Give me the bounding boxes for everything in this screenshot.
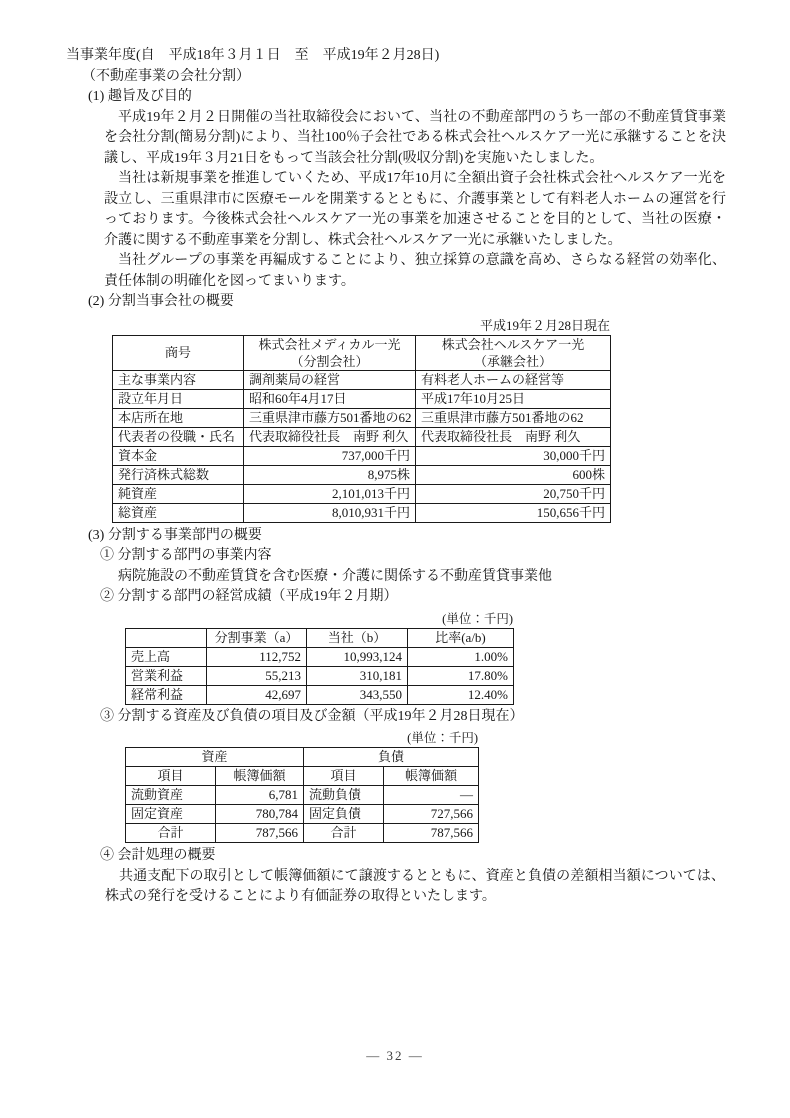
cell-value: 2,101,013千円 — [244, 484, 416, 503]
section-1-heading: (1) 趣旨及び目的 — [88, 89, 192, 104]
row-label: 発行済株式総数 — [113, 465, 244, 484]
as-of-date-label: 平成19年２月28日現在 — [479, 317, 610, 333]
item-1-heading: ① 分割する部門の事業内容 — [100, 548, 272, 563]
table-row — [113, 446, 611, 465]
liability-value: ― — [384, 786, 479, 805]
column-header: 項目 — [126, 767, 216, 786]
company-overview-table — [112, 335, 611, 523]
table-row — [126, 647, 514, 666]
cell-value: 150,656千円 — [416, 503, 611, 522]
liability-item: 固定負債 — [304, 805, 384, 824]
table-row — [126, 786, 479, 805]
section-3-heading: (3) 分割する事業部門の概要 — [88, 527, 262, 543]
row-label: 経常利益 — [126, 685, 207, 704]
cell-value: 12.40% — [408, 685, 514, 704]
cell-value: 有料老人ホームの経営等 — [416, 370, 611, 389]
table-row — [113, 465, 611, 484]
table-row — [126, 685, 514, 704]
cell-value: 737,000千円 — [244, 446, 416, 465]
section-1-paragraph-2: 当社は新規事業を推進していくため、平成17年10月に全額出資子会社株式会社ヘルスケア一光を設立し、三重県津市に医療モールを開業するとともに、介護事業として有料老人ホームの運営を行っております。今後株式会社ヘルスケア一光の事業を加速させることを目的として、当社の医療・介護に関する不動産事業を分割し、株式会社ヘルスケア一光に承継いたしました。 — [104, 171, 726, 248]
asset-total-value: 787,566 — [216, 824, 304, 843]
column-header: 当社（b） — [307, 628, 408, 647]
table-row — [126, 824, 479, 843]
cell-value: 310,181 — [307, 666, 408, 685]
row-label: 売上高 — [126, 647, 207, 666]
cell-value: 600株 — [416, 465, 611, 484]
liability-value: 727,566 — [384, 805, 479, 824]
table-row — [113, 389, 611, 408]
column-header: 比率(a/b) — [408, 628, 514, 647]
company-role: （分割会社） — [290, 353, 369, 369]
item-4-heading: ④ 会計処理の概要 — [100, 848, 216, 863]
row-label: 代表者の役職・氏名 — [113, 427, 244, 446]
table-row — [113, 370, 611, 389]
cell-value: 55,213 — [207, 666, 307, 685]
item-3-heading: ③ 分割する資産及び負債の項目及び金額（平成19年２月28日現在） — [100, 708, 524, 724]
column-header: 帳簿価額 — [216, 767, 304, 786]
row-label: 資本金 — [113, 446, 244, 465]
table-header-row — [126, 628, 514, 647]
company-name: 株式会社メディカル一光 — [258, 336, 401, 352]
table-row — [113, 484, 611, 503]
table-row — [113, 427, 611, 446]
row-label: 営業利益 — [126, 666, 207, 685]
row-label: 総資産 — [113, 503, 244, 522]
row-label: 設立年月日 — [113, 389, 244, 408]
document-subject-line: （不動産事業の会社分割） — [82, 68, 250, 84]
section-2-heading: (2) 分割当事会社の概要 — [88, 294, 234, 309]
corner-header-cell: 商号 — [113, 335, 244, 370]
company-role: （承継会社） — [473, 353, 552, 369]
splitting-company-header-cell — [244, 335, 416, 370]
cell-value: 8,975株 — [244, 465, 416, 484]
table-header-row — [113, 335, 611, 370]
cell-value: 三重県津市藤方501番地の62 — [416, 408, 611, 427]
cell-value: 平成17年10月25日 — [416, 389, 611, 408]
cell-value: 調剤薬局の経営 — [244, 370, 416, 389]
liabilities-group-header: 負債 — [304, 748, 479, 767]
column-header: 項目 — [304, 767, 384, 786]
unit-note: (単位：千円) — [442, 611, 513, 626]
cell-value: 17.80% — [408, 666, 514, 685]
cell-value: 42,697 — [207, 685, 307, 704]
cell-value: 20,750千円 — [416, 484, 611, 503]
table-row — [126, 666, 514, 685]
row-label: 本店所在地 — [113, 408, 244, 427]
column-header: 帳簿価額 — [384, 767, 479, 786]
cell-value: 112,752 — [207, 647, 307, 666]
section-1-paragraph-3: 当社グループの事業を再編成することにより、独立採算の意識を高め、さらなる経営の効率化、責任体制の明確化を図ってまいります。 — [104, 253, 726, 289]
table-group-header-row — [126, 748, 479, 767]
cell-value: 1.00% — [408, 647, 514, 666]
succeeding-company-header-cell — [416, 335, 611, 370]
item-4-body: 共通支配下の取引として帳簿価額にて譲渡するとともに、資産と負債の差額相当額については、株式の発行を受けることにより有価証券の取得といたします。 — [105, 868, 725, 904]
cell-value: 代表取締役社長 南野 利久 — [244, 427, 416, 446]
cell-value: 343,550 — [307, 685, 408, 704]
table-row — [126, 805, 479, 824]
corner-header-cell — [126, 628, 207, 647]
liability-total-label: 合計 — [304, 824, 384, 843]
assets-liabilities-table — [125, 747, 479, 843]
table-row — [113, 503, 611, 522]
cell-value: 10,993,124 — [307, 647, 408, 666]
company-name: 株式会社ヘルスケア一光 — [441, 336, 585, 352]
page-number-footer: ― 32 ― — [366, 1048, 424, 1063]
operating-results-table — [125, 628, 514, 705]
table-row — [113, 408, 611, 427]
asset-value: 6,781 — [216, 786, 304, 805]
unit-note: (単位：千円) — [407, 731, 478, 745]
assets-group-header: 資産 — [126, 748, 304, 767]
item-1-body: 病院施設の不動産賃貸を含む医療・介護に関係する不動産賃貸事業他 — [118, 568, 552, 584]
liability-total-value: 787,566 — [384, 824, 479, 843]
cell-value: 代表取締役社長 南野 利久 — [416, 427, 611, 446]
cell-value: 8,010,931千円 — [244, 503, 416, 522]
asset-item: 固定資産 — [126, 805, 216, 824]
cell-value: 三重県津市藤方501番地の62 — [244, 408, 416, 427]
section-1-paragraph-1: 平成19年２月２日開催の当社取締役会において、当社の不動産部門のうち一部の不動産賃貸事業を会社分割(簡易分割)により、当社100％子会社である株式会社ヘルスケア一光に承継することを決議し、平成19年３月21日をもって当該会社分割(吸収分割)を実施いたしました。 — [104, 109, 726, 166]
liability-item: 流動負債 — [304, 786, 384, 805]
asset-total-label: 合計 — [126, 824, 216, 843]
row-label: 純資産 — [113, 484, 244, 503]
row-label: 主な事業内容 — [113, 370, 244, 389]
cell-value: 昭和60年4月17日 — [244, 389, 416, 408]
fiscal-period-line: 当事業年度(自 平成18年３月１日 至 平成19年２月28日) — [66, 48, 440, 63]
asset-item: 流動資産 — [126, 786, 216, 805]
cell-value: 30,000千円 — [416, 446, 611, 465]
table-header-row — [126, 767, 479, 786]
asset-value: 780,784 — [216, 805, 304, 824]
item-2-heading: ② 分割する部門の経営成績（平成19年２月期） — [100, 589, 398, 604]
column-header: 分割事業（a） — [207, 628, 307, 647]
